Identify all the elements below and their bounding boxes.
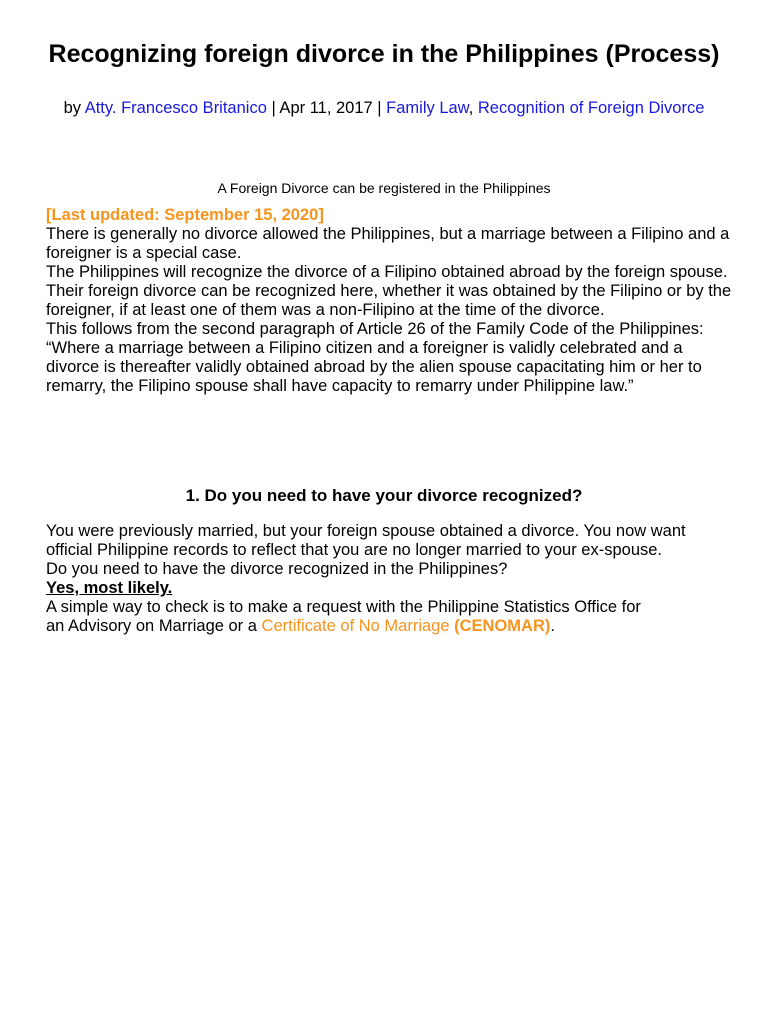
section-heading: 1. Do you need to have your divorce recognized? (185, 486, 583, 505)
last-updated: [Last updated: September 15, 2020] (46, 206, 324, 224)
article-intro (46, 206, 736, 396)
answer-text: Yes, most likely. (46, 579, 173, 597)
article-title: Recognizing foreign divorce in the Philippines (Process) (48, 40, 720, 68)
paragraph: This follows from the second paragraph of Article 26 of the Family Code of the Philippines: (46, 320, 704, 338)
paragraph-cenomar (46, 617, 736, 636)
byline (30, 99, 738, 118)
byline-date: | Apr 11, 2017 | (266, 99, 387, 117)
cenomar-end: . (550, 617, 555, 635)
paragraph: A simple way to check is to make a request with the Philippine Statistics Office for (46, 598, 641, 616)
cenomar-abbrev: (CENOMAR) (454, 617, 551, 635)
paragraph: You were previously married, but your foreign spouse obtained a divorce. You now want official Philippine records to reflect that you are no longer married to your ex-spouse. (46, 522, 686, 559)
cenomar-lead: an Advisory on Marriage or a (46, 617, 262, 635)
quote-paragraph: “Where a marriage between a Filipino citizen and a foreigner is validly celebrated and a divorce is thereafter validly obtained abroad by the alien spouse capacitating him or her to remarry, the Filipino spouse shall have capacity to remarry under Philippine law.” (46, 339, 702, 395)
byline-comma: , (468, 99, 478, 117)
paragraph: The Philippines will recognize the divorce of a Filipino obtained abroad by the foreign spouse. (46, 263, 728, 281)
category-link-family-law[interactable]: Family Law (386, 99, 469, 117)
author-link[interactable]: Atty. Francesco Britanico (84, 99, 267, 117)
paragraph: There is generally no divorce allowed the Philippines, but a marriage between a Filipino and a foreigner is a special case. (46, 225, 730, 262)
cenomar-link[interactable]: Certificate of No Marriage (261, 617, 450, 635)
section-body (46, 522, 736, 636)
paragraph: Do you need to have the divorce recognized in the Philippines? (46, 560, 508, 578)
paragraph: Their foreign divorce can be recognized here, whether it was obtained by the Filipino or by the foreigner, if at least one of them was a non-Filipino at the time of the divorce. (46, 282, 732, 319)
byline-by: by (63, 99, 85, 117)
category-link-recognition[interactable]: Recognition of Foreign Divorce (477, 99, 705, 117)
image-caption: A Foreign Divorce can be registered in the Philippines (217, 180, 551, 196)
